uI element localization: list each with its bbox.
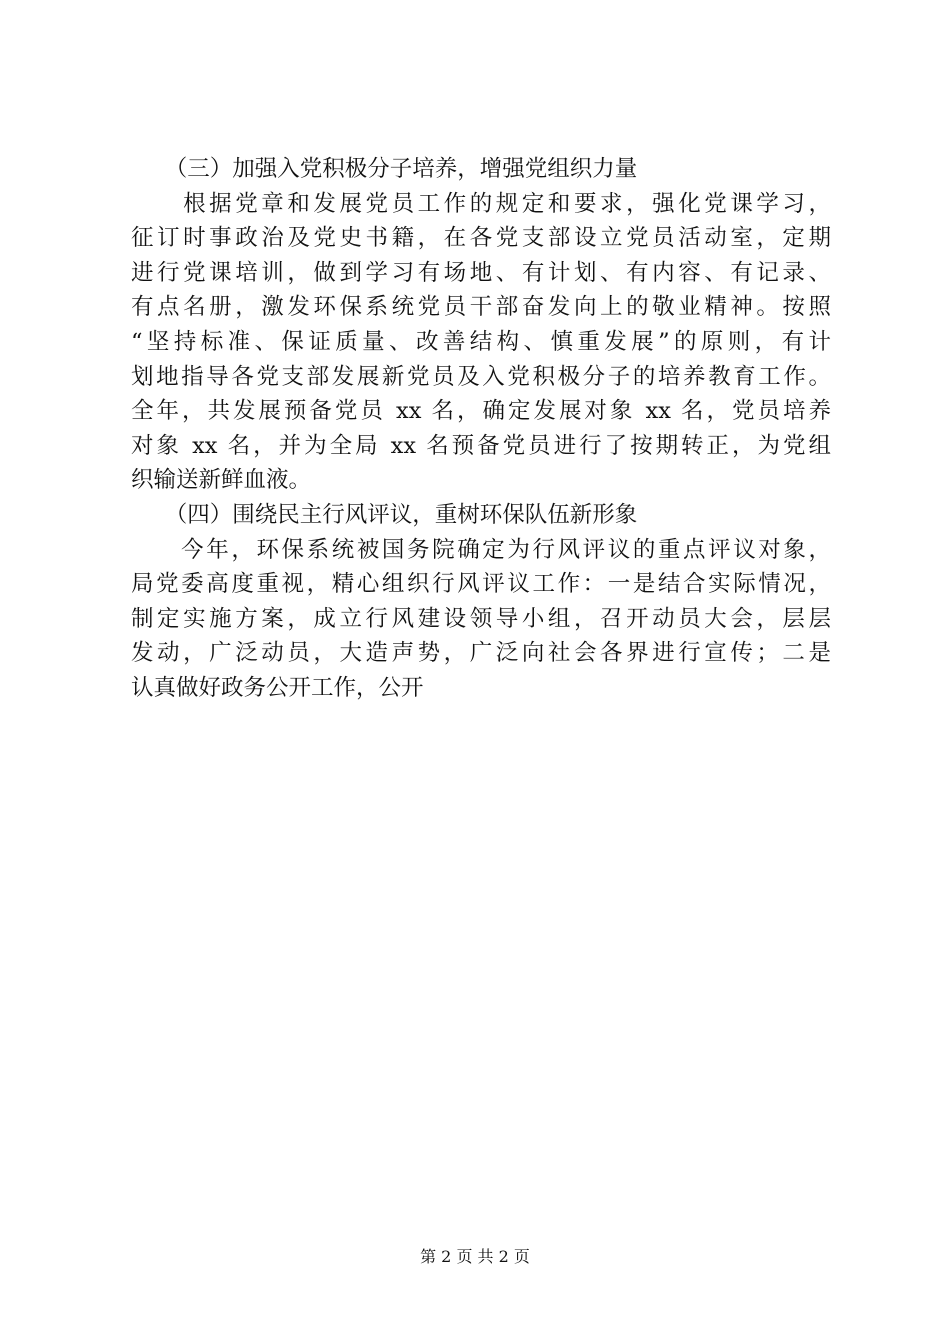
paragraph-line: 全年，共发展预备党员 xx 名，确定发展对象 xx 名，党员培养 xyxy=(131,398,831,425)
paragraph-line: 发动，广泛动员，大造声势，广泛向社会各界进行宣传；二是 xyxy=(131,640,831,667)
paragraph-line: 进行党课培训，做到学习有场地、有计划、有内容、有记录、 xyxy=(131,259,831,286)
document-body xyxy=(131,152,831,706)
paragraph-line: 有点名册，激发环保系统党员干部奋发向上的敬业精神。按照 xyxy=(131,294,831,321)
paragraph-line: 根据党章和发展党员工作的规定和要求，强化党课学习， xyxy=(131,190,831,217)
page-number-footer: 第 2 页 共 2 页 xyxy=(420,1247,530,1266)
paragraph-line: 认真做好政务公开工作，公开 xyxy=(131,674,424,701)
paragraph-line: 划地指导各党支部发展新党员及入党积极分子的培养教育工作。 xyxy=(131,363,831,390)
paragraph-line: 今年，环保系统被国务院确定为行风评议的重点评议对象， xyxy=(131,536,831,563)
paragraph-line: 织输送新鲜血液。 xyxy=(131,467,312,494)
section-heading-four: （四）围绕民主行风评议，重树环保队伍新形象 xyxy=(131,501,638,528)
paragraph-line: 局党委高度重视，精心组织行风评议工作：一是结合实际情况， xyxy=(131,571,831,598)
paragraph-line: 对象 xx 名，并为全局 xx 名预备党员进行了按期转正，为党组 xyxy=(131,432,831,459)
paragraph-line: “坚持标准、保证质量、改善结构、慎重发展”的原则，有计 xyxy=(131,328,831,355)
paragraph-line: 征订时事政治及党史书籍，在各党支部设立党员活动室，定期 xyxy=(131,225,831,252)
section-heading-three: （三）加强入党积极分子培养，增强党组织力量 xyxy=(131,156,638,182)
paragraph-line: 制定实施方案，成立行风建设领导小组，召开动员大会，层层 xyxy=(131,605,831,632)
